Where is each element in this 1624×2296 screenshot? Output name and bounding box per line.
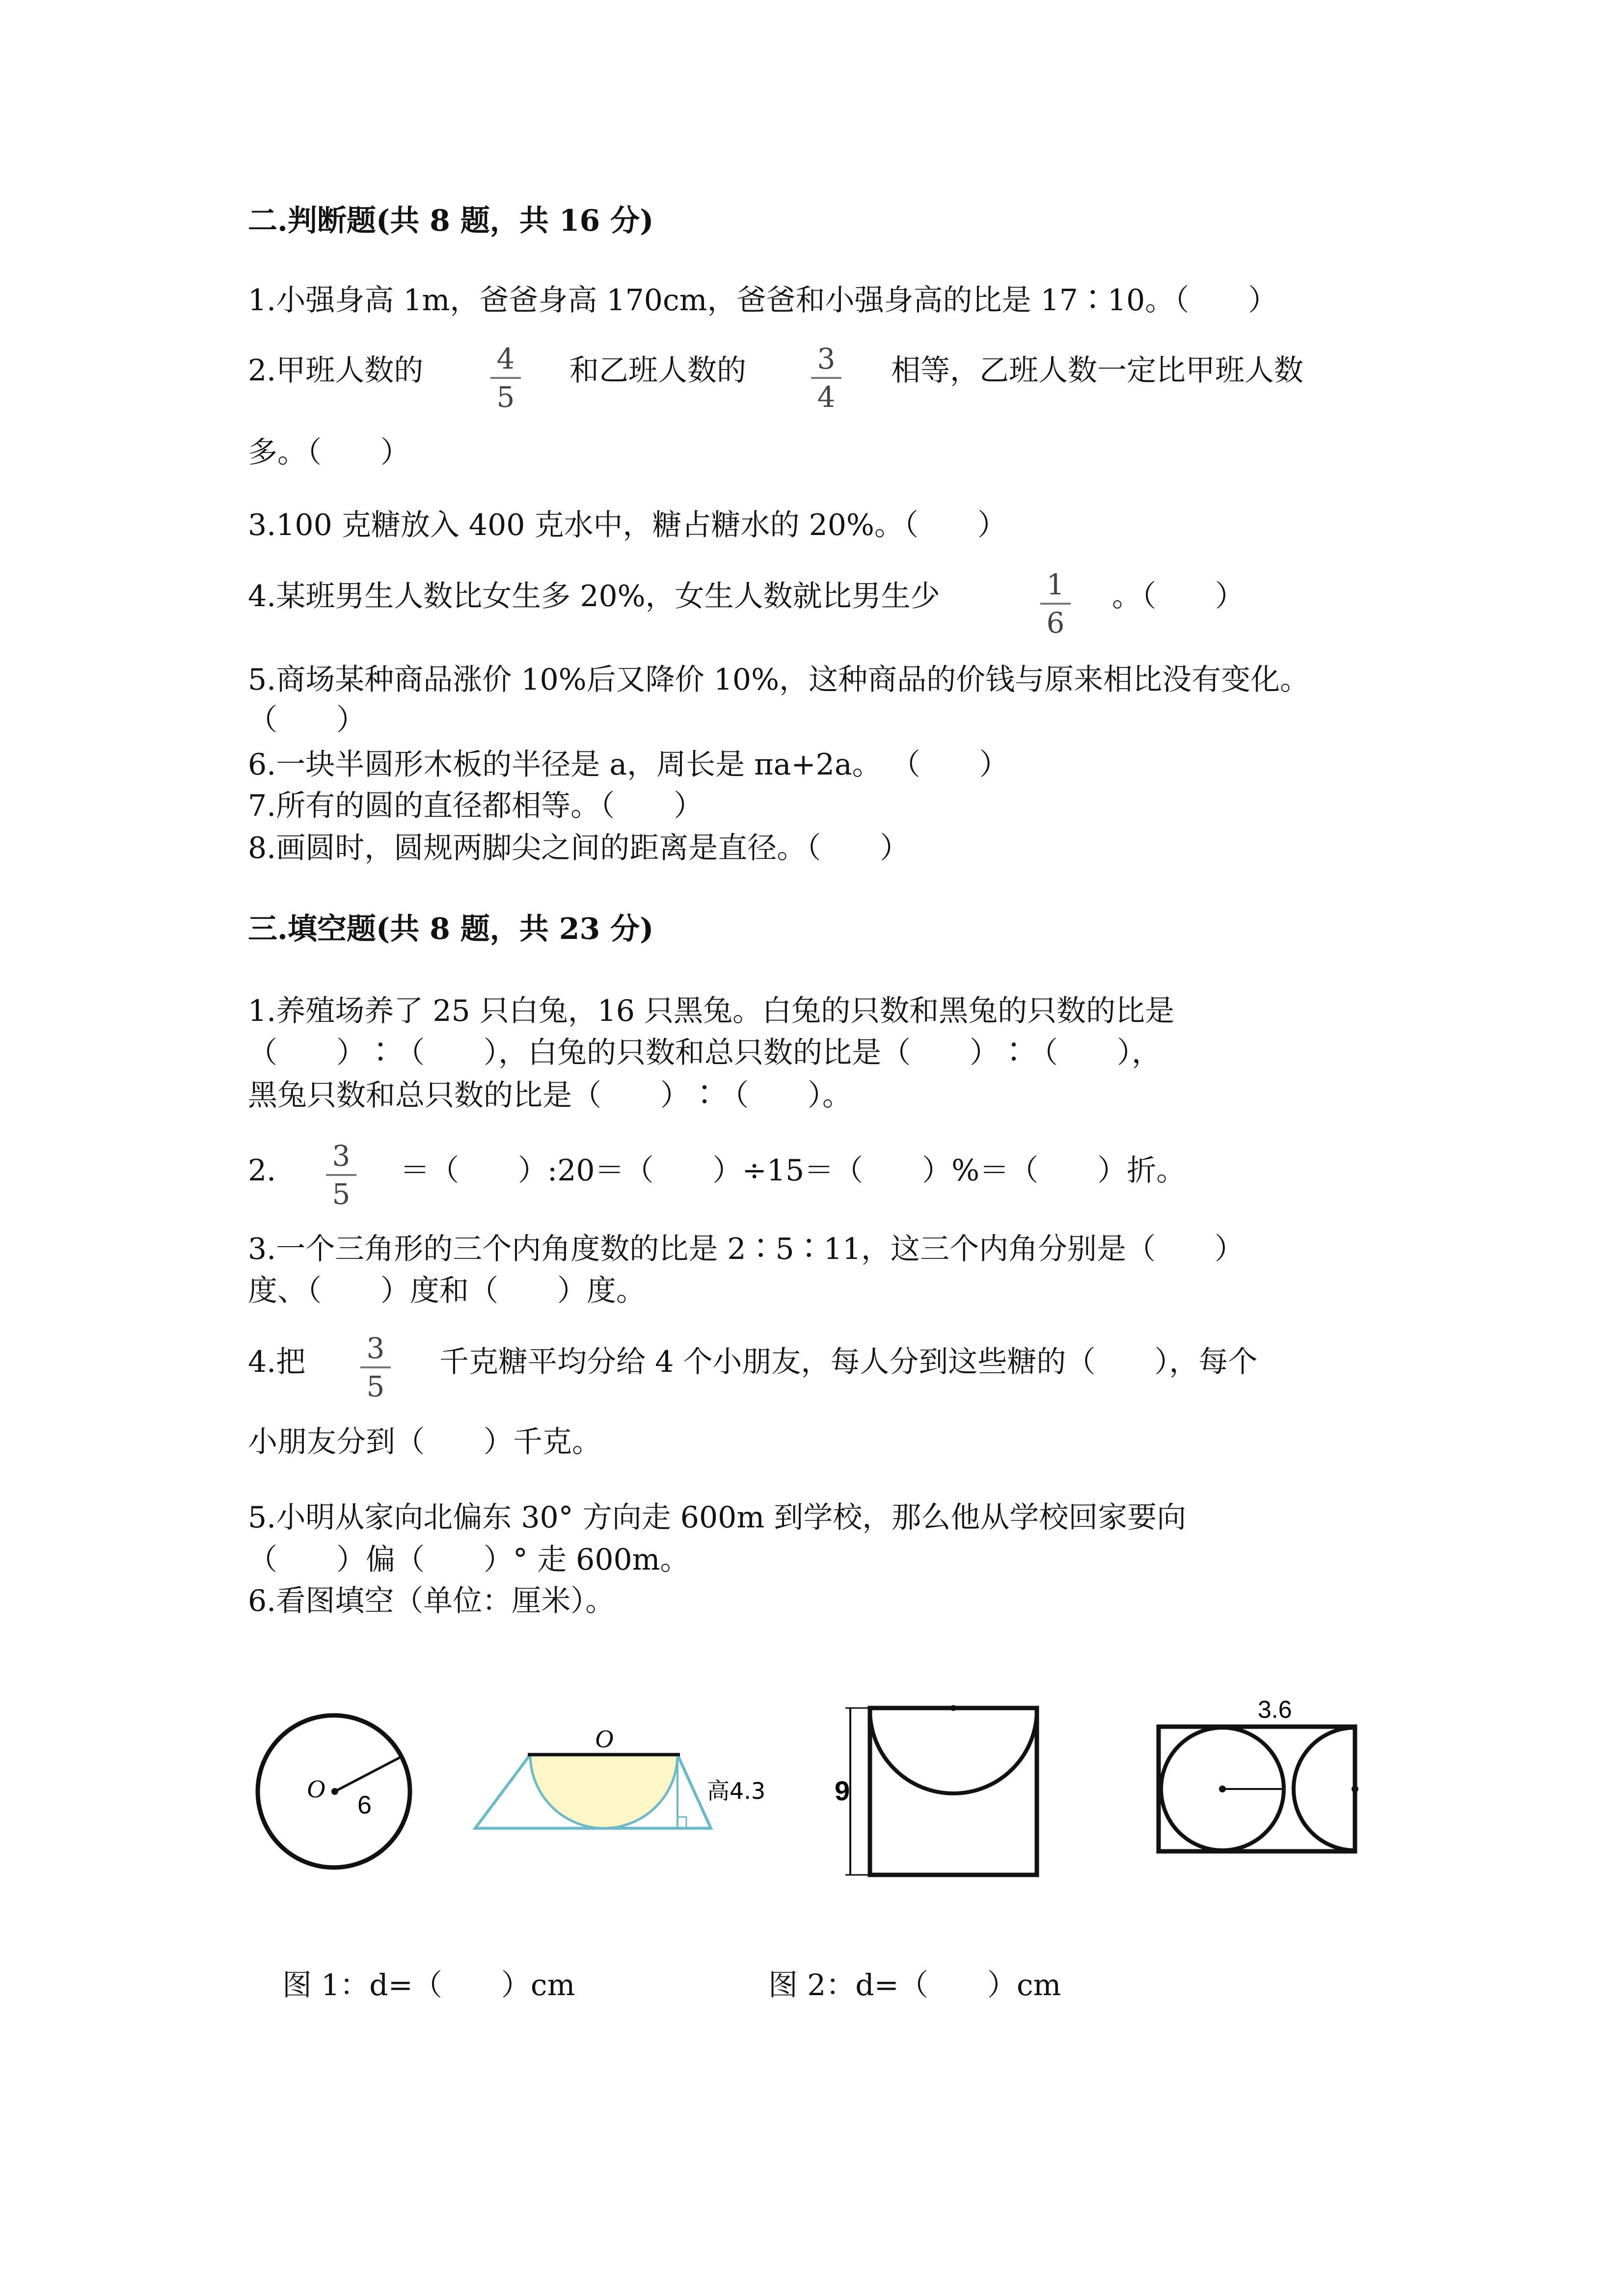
fill-question-1-line-2: （ ）∶（ ），白兔的只数和总只数的比是（ ）∶（ ），: [248, 1036, 1161, 1070]
fill-question-2-part-a: 2.: [248, 1153, 276, 1188]
fraction-denominator: 5: [332, 1177, 351, 1211]
geometry-figures: [245, 1669, 1389, 1904]
fill-question-4-part-a: 4.把: [248, 1345, 306, 1379]
judge-question-8: 8.画圆时，圆规两脚尖之间的距离是直径。（ ）: [248, 831, 910, 865]
fraction-numerator: 3: [332, 1139, 351, 1173]
fraction-1-6: [1033, 568, 1078, 639]
judge-question-5-part-a: 5.商场某种商品涨价 10%后又降价 10%，这种商品的价钱与原来相比没有变化。: [248, 663, 1310, 697]
fill-question-6: 6.看图填空（单位：厘米）。: [248, 1584, 615, 1618]
figure-3-square: [835, 1705, 1037, 1875]
fraction-bar: [360, 1366, 391, 1368]
judge-question-2-part-d: 多。（ ）: [248, 435, 410, 470]
fraction-numerator: 1: [1046, 568, 1065, 601]
fraction-numerator: 4: [496, 342, 515, 375]
fraction-denominator: 5: [496, 380, 515, 414]
fill-question-2-part-b: ＝（ ）:20＝（ ）÷15＝（ ）%＝（ ）折。: [400, 1153, 1186, 1188]
fraction-denominator: 5: [366, 1370, 385, 1403]
fraction-numerator: 3: [366, 1332, 385, 1365]
fraction-bar: [490, 377, 521, 379]
fig1-radius-label: 6: [357, 1791, 372, 1819]
judge-question-2-part-b: 和乙班人数的: [569, 353, 746, 388]
fraction-denominator: 4: [817, 380, 836, 414]
fill-question-4-part-c: 小朋友分到（ ）千克。: [248, 1425, 601, 1459]
section-3-title: 三.填空题(共 8 题，共 23 分): [248, 912, 654, 946]
judge-question-6: 6.一块半圆形木板的半径是 a，周长是 πa+2a。 （ ）: [248, 748, 1009, 782]
section-2-title: 二.判断题(共 8 题，共 16 分): [248, 204, 654, 238]
figure-1-circle: [258, 1715, 410, 1868]
fig1-center-label: O: [307, 1775, 325, 1803]
figure-2-caption: 图 2：d=（ ）cm: [768, 1968, 1061, 2002]
judge-question-5-part-b: （ ）: [248, 703, 366, 737]
fill-question-4-part-b: 千克糖平均分给 4 个小朋友，每人分到这些糖的（ ），每个: [439, 1345, 1258, 1379]
judge-question-2-part-c: 相等，乙班人数一定比甲班人数: [891, 353, 1303, 388]
fig2-height-label: 高4.3: [707, 1778, 766, 1804]
fig3-side-label: 9: [835, 1775, 850, 1806]
fill-question-5-line-1: 5.小明从家向北偏东 30° 方向走 600m 到学校，那么他从学校回家要向: [248, 1500, 1187, 1535]
judge-question-2-part-a: 2.甲班人数的: [248, 353, 424, 388]
judge-question-1: 1.小强身高 1m，爸爸身高 170cm，爸爸和小强身高的比是 17∶10。（ ）: [248, 283, 1278, 318]
figure-2-trapezoid: [475, 1725, 765, 1828]
fraction-bar: [1040, 603, 1071, 605]
fraction-numerator: 3: [817, 342, 836, 375]
judge-question-7: 7.所有的圆的直径都相等。（ ）: [248, 789, 704, 823]
fraction-3-5: [353, 1332, 398, 1403]
fill-question-1-line-3: 黑兔只数和总只数的比是（ ）∶（ ）。: [248, 1078, 852, 1113]
fig4-top-label: 3.6: [1258, 1696, 1292, 1723]
judge-question-3: 3.100 克糖放入 400 克水中，糖占糖水的 20%。（ ）: [248, 508, 1007, 542]
figure-4-rectangle: [1159, 1696, 1358, 1851]
fraction-denominator: 6: [1046, 606, 1065, 640]
fill-question-5-line-2: （ ）偏（ ）° 走 600m。: [248, 1543, 690, 1577]
fig2-center-label: O: [595, 1725, 614, 1753]
judge-question-4-part-b: 。（ ）: [1112, 579, 1245, 614]
fraction-3-5: [319, 1140, 363, 1210]
fraction-bar: [811, 377, 841, 379]
fill-question-3-line-1: 3.一个三角形的三个内角度数的比是 2∶5∶11，这三个内角分别是（ ）: [248, 1232, 1245, 1266]
figure-1-caption: 图 1：d=（ ）cm: [282, 1968, 575, 2002]
fill-question-1-line-1: 1.养殖场养了 25 只白兔，16 只黑兔。白兔的只数和黑兔的只数的比是: [248, 994, 1175, 1028]
fraction-bar: [326, 1174, 356, 1176]
fill-question-3-line-2: 度、（ ）度和（ ）度。: [248, 1274, 646, 1308]
fraction-4-5: [484, 343, 528, 413]
judge-question-4-part-a: 4.某班男生人数比女生多 20%，女生人数就比男生少: [248, 579, 940, 614]
fraction-3-4: [804, 343, 848, 413]
